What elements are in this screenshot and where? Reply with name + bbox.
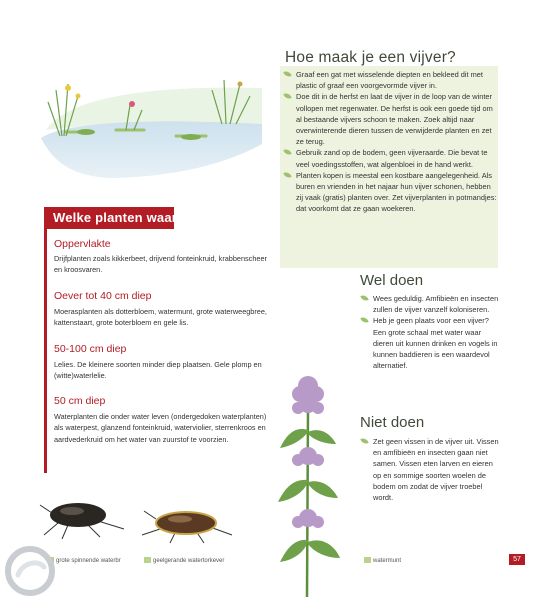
leaf-bullet-icon bbox=[360, 317, 368, 325]
pond-illustration bbox=[26, 60, 262, 185]
leaf-bullet-icon bbox=[283, 149, 291, 157]
page-heading: Hoe maak je een vijver? bbox=[285, 49, 456, 66]
leaf-bullet-icon bbox=[283, 171, 291, 179]
list-item: Planten kopen is meestal een kostbare aangelegenheid. Als buren en vrienden in het najaar hun vijver schonen, hebben zij vaak (gratis) planten over. Zet vijverplanten in potmandjes: dat voorkomt dat ze gaan woekeren. bbox=[283, 170, 497, 215]
leaf-bullet-icon bbox=[360, 437, 368, 445]
leaf-bullet-icon bbox=[360, 294, 368, 302]
leaf-bullet-icon bbox=[283, 70, 291, 78]
list-item: Wees geduldig. Amfibieën en insecten zullen de vijver vanzelf koloniseren. bbox=[360, 293, 500, 315]
leaf-bullet-icon bbox=[283, 93, 291, 101]
section-heading: Oever tot 40 cm diep bbox=[54, 290, 152, 302]
diving-beetle-illustration bbox=[38, 495, 128, 540]
caption-marker bbox=[364, 557, 371, 563]
do-list bbox=[360, 293, 500, 371]
section-text: Drijfplanten zoals kikkerbeet, drijvend fonteinkruid, krabbenscheer en kroosvaren. bbox=[54, 254, 267, 275]
plants-box-rule bbox=[44, 229, 47, 473]
mint-plant-illustration bbox=[262, 370, 352, 597]
do-heading: Wel doen bbox=[360, 272, 424, 289]
caption-beetle-1: grote spinnende waterbr bbox=[47, 557, 121, 565]
water-beetle-illustration bbox=[140, 505, 235, 545]
section-text: Moerasplanten als dotterbloem, watermunt, grote waterweegbree, kattenstaart, grote boterbloem en gele lis. bbox=[54, 307, 267, 328]
caption-marker bbox=[144, 557, 151, 563]
steps-list bbox=[283, 69, 497, 215]
list-item: Graaf een gat met wisselende diepten en bekleed dit met plastic of graaf een voorgevormde vijver in. bbox=[283, 69, 497, 91]
plants-box-title: Welke planten waar? bbox=[53, 210, 186, 225]
watermark-logo bbox=[4, 545, 56, 597]
dont-list bbox=[360, 436, 500, 503]
section-text: Waterplanten die onder water leven (ondergedoken waterplanten) als waterpest, glanzend fonteinkruid, waterviolier, sterrenkroos en aardvederkruid om het water van zuurstof te voorzien. bbox=[54, 412, 267, 444]
section-text: Lelies. De kleinere soorten minder diep plaatsen. Gele plomp en (witte)waterlelie. bbox=[54, 360, 262, 381]
list-item: Zet geen vissen in de vijver uit. Vissen en amfibieën en insecten gaan niet samen. Vissen eten larven en eieren op en sommige soorten woelen de bodem om zodat de vijver troebel wordt. bbox=[360, 436, 500, 503]
list-item: Doe dit in de herfst en laat de vijver in de loop van de winter vollopen met regenwater. De herfst is ook een goede tijd om al bestaande vijvers schoon te maken. Zoek altijd naar overwinterende dieren tussen de verwijderde planten en zet ze terug. bbox=[283, 91, 497, 147]
section-heading: Oppervlakte bbox=[54, 238, 111, 250]
section-heading: 50-100 cm diep bbox=[54, 343, 127, 355]
list-item: Heb je geen plaats voor een vijver? Een grote schaal met water waar dieren uit kunnen drinken en vogels in kunnen baddieren is een waardevol alternatief. bbox=[360, 315, 500, 371]
dont-heading: Niet doen bbox=[360, 414, 425, 431]
list-item: Gebruik zand op de bodem, geen vijveraarde. Die bevat te veel voedingsstoffen, wat algenbloei in de hand werkt. bbox=[283, 147, 497, 169]
caption-beetle-2: geelgerande watertorkever bbox=[144, 557, 224, 565]
section-heading: 50 cm diep bbox=[54, 395, 106, 407]
page-number: 57 bbox=[509, 554, 525, 565]
caption-plant: watermunt bbox=[364, 557, 401, 565]
